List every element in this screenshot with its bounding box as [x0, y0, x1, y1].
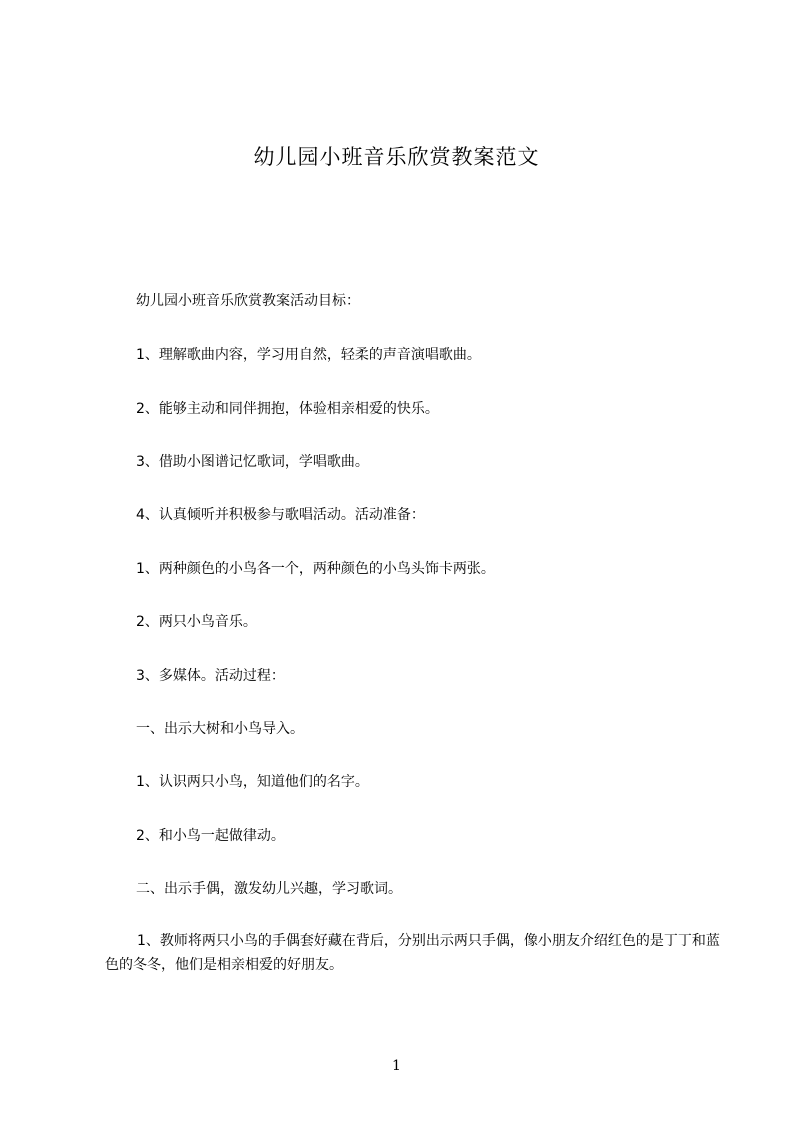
paragraph-objective-3: 3、借助小图谱记忆歌词，学唱歌曲。 [136, 454, 369, 470]
paragraph-step-1-heading: 一、出示大树和小鸟导入。 [136, 721, 304, 737]
paragraph-step-2-heading: 二、出示手偶，激发幼儿兴趣，学习歌词。 [136, 881, 402, 897]
paragraph-objectives-heading: 幼儿园小班音乐欣赏教案活动目标： [136, 293, 360, 309]
document-title: 幼儿园小班音乐欣赏教案范文 [253, 145, 540, 169]
paragraph-objective-2: 2、能够主动和同伴拥抱，体验相亲相爱的快乐。 [136, 401, 439, 417]
paragraph-preparation-2: 2、两只小鸟音乐。 [136, 614, 257, 630]
paragraph-preparation-3: 3、多媒体。活动过程： [136, 668, 285, 684]
paragraph-step-1-item-1: 1、认识两只小鸟，知道他们的名字。 [136, 774, 369, 790]
page-number: 1 [392, 1058, 401, 1074]
paragraph-objective-4: 4、认真倾听并积极参与歌唱活动。活动准备： [136, 507, 425, 523]
paragraph-objective-1: 1、理解歌曲内容，学习用自然，轻柔的声音演唱歌曲。 [136, 347, 481, 363]
paragraph-step-1-item-2: 2、和小鸟一起做律动。 [136, 828, 285, 844]
paragraph-step-2-item-1: 1、教师将两只小鸟的手偶套好藏在背后，分别出示两只手偶，像小朋友介绍红色的是丁丁和蓝色的冬冬，他们是相亲相爱的好朋友。 [105, 933, 720, 973]
paragraph-preparation-1: 1、两种颜色的小鸟各一个，两种颜色的小鸟头饰卡两张。 [136, 561, 495, 577]
